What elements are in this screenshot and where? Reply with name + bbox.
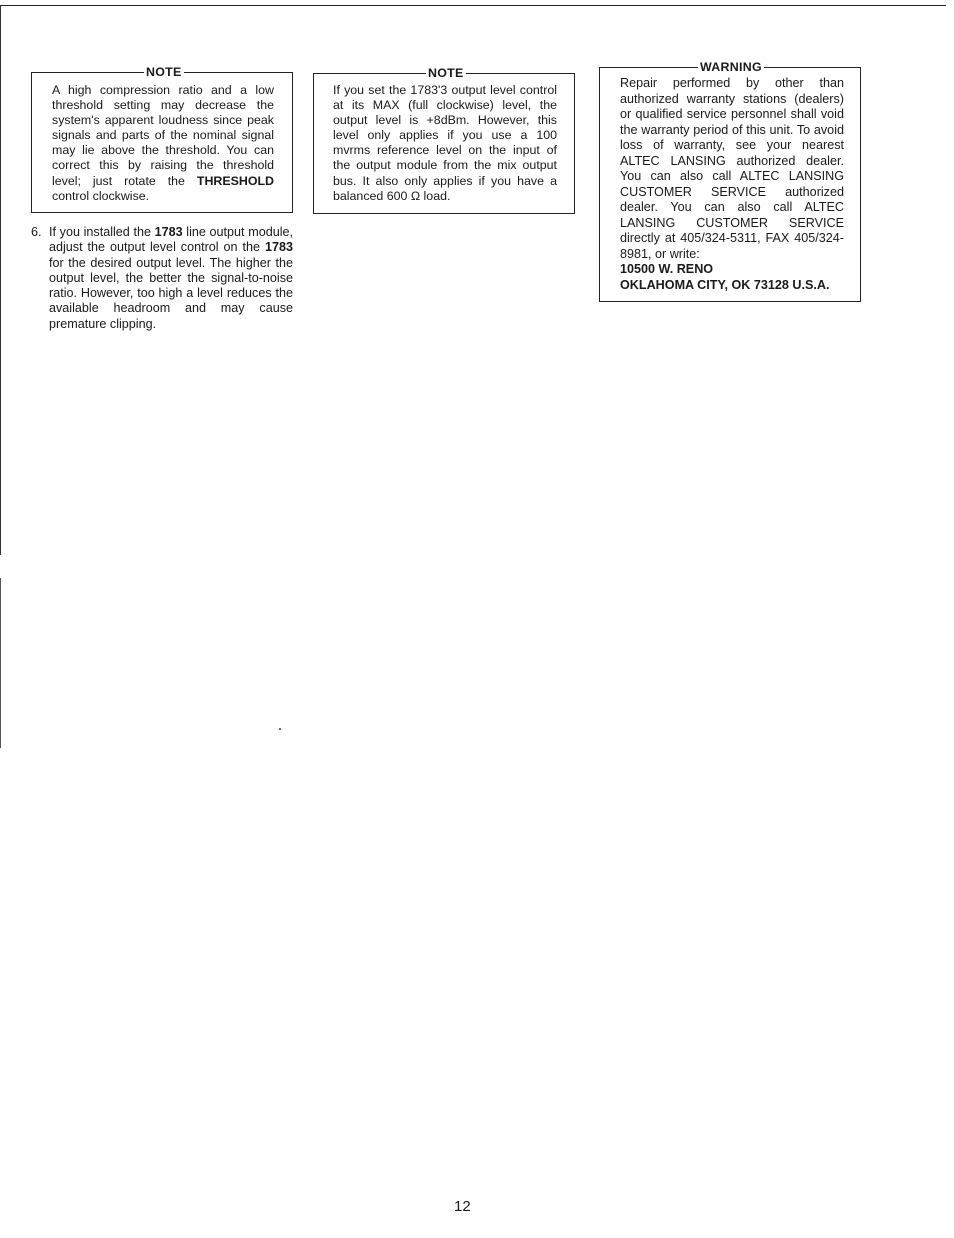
note-label: NOTE xyxy=(146,65,182,80)
warning-label: WARNING xyxy=(700,60,762,75)
warning-body: Repair performed by other than authorized warranty stations (dealers) or qualified service personnel shall void the warranty period of this unit. To avoid loss of warranty, see your nearest ALTEC LANSING authorized dealer. You can also call ALTEC LANSING CUSTOMER SERVICE authorized dealer. You can also call ALTEC LANSING CUSTOMER SERVICE directly at 405/324-5311, FAX 405/324-8981, or write: xyxy=(620,76,844,261)
print-speck xyxy=(279,728,281,730)
step-text-part: line output module, adjust the output level control on the xyxy=(49,225,294,255)
note-bold-term: THRESHOLD xyxy=(196,173,274,188)
note-box-threshold xyxy=(31,65,293,213)
note-box-output-level xyxy=(313,66,575,214)
note-text-part: control clockwise. xyxy=(52,188,150,203)
note-text: If you set the 1783'3 output level control at its MAX (full clockwise) level, the output level is +8dBm. However, this level only applies if you use a 100 mvrms reference level on the input of the output module from the mix output bus. It also only applies if you have a balanced 600 Ω load. xyxy=(333,83,557,203)
note-text xyxy=(52,83,274,204)
address-line-1: 10500 W. RENO xyxy=(620,262,714,276)
step-text-part: If you installed the xyxy=(49,225,155,239)
step-number: 6. xyxy=(31,225,42,239)
model-number: 1783 xyxy=(264,240,293,255)
note-label: NOTE xyxy=(428,66,464,81)
left-rule-lower xyxy=(0,578,1,748)
warning-box xyxy=(599,60,861,302)
left-rule xyxy=(0,5,1,555)
page-number: 12 xyxy=(454,1198,471,1215)
warning-text xyxy=(620,76,844,293)
note-box-header xyxy=(32,65,292,81)
address-line-2: OKLAHOMA CITY, OK 73128 U.S.A. xyxy=(620,277,830,292)
note-text-part: A high compression ratio and a low threshold setting may decrease the system's apparent loudness since peak signals and parts of the nominal signal may lie above the threshold. You can correct this by raising the threshold level; just rotate the xyxy=(52,83,274,188)
step-text-part: for the desired output level. The higher the output level, the better the signal-to-noise ratio. However, too high a level reduces the available headroom and may cause premature clipping. xyxy=(49,255,293,331)
step-6 xyxy=(31,225,293,332)
note-box-header xyxy=(314,66,574,82)
top-rule xyxy=(0,5,946,6)
step-text xyxy=(49,225,293,332)
warning-box-header xyxy=(600,60,860,76)
model-number: 1783 xyxy=(154,225,183,239)
